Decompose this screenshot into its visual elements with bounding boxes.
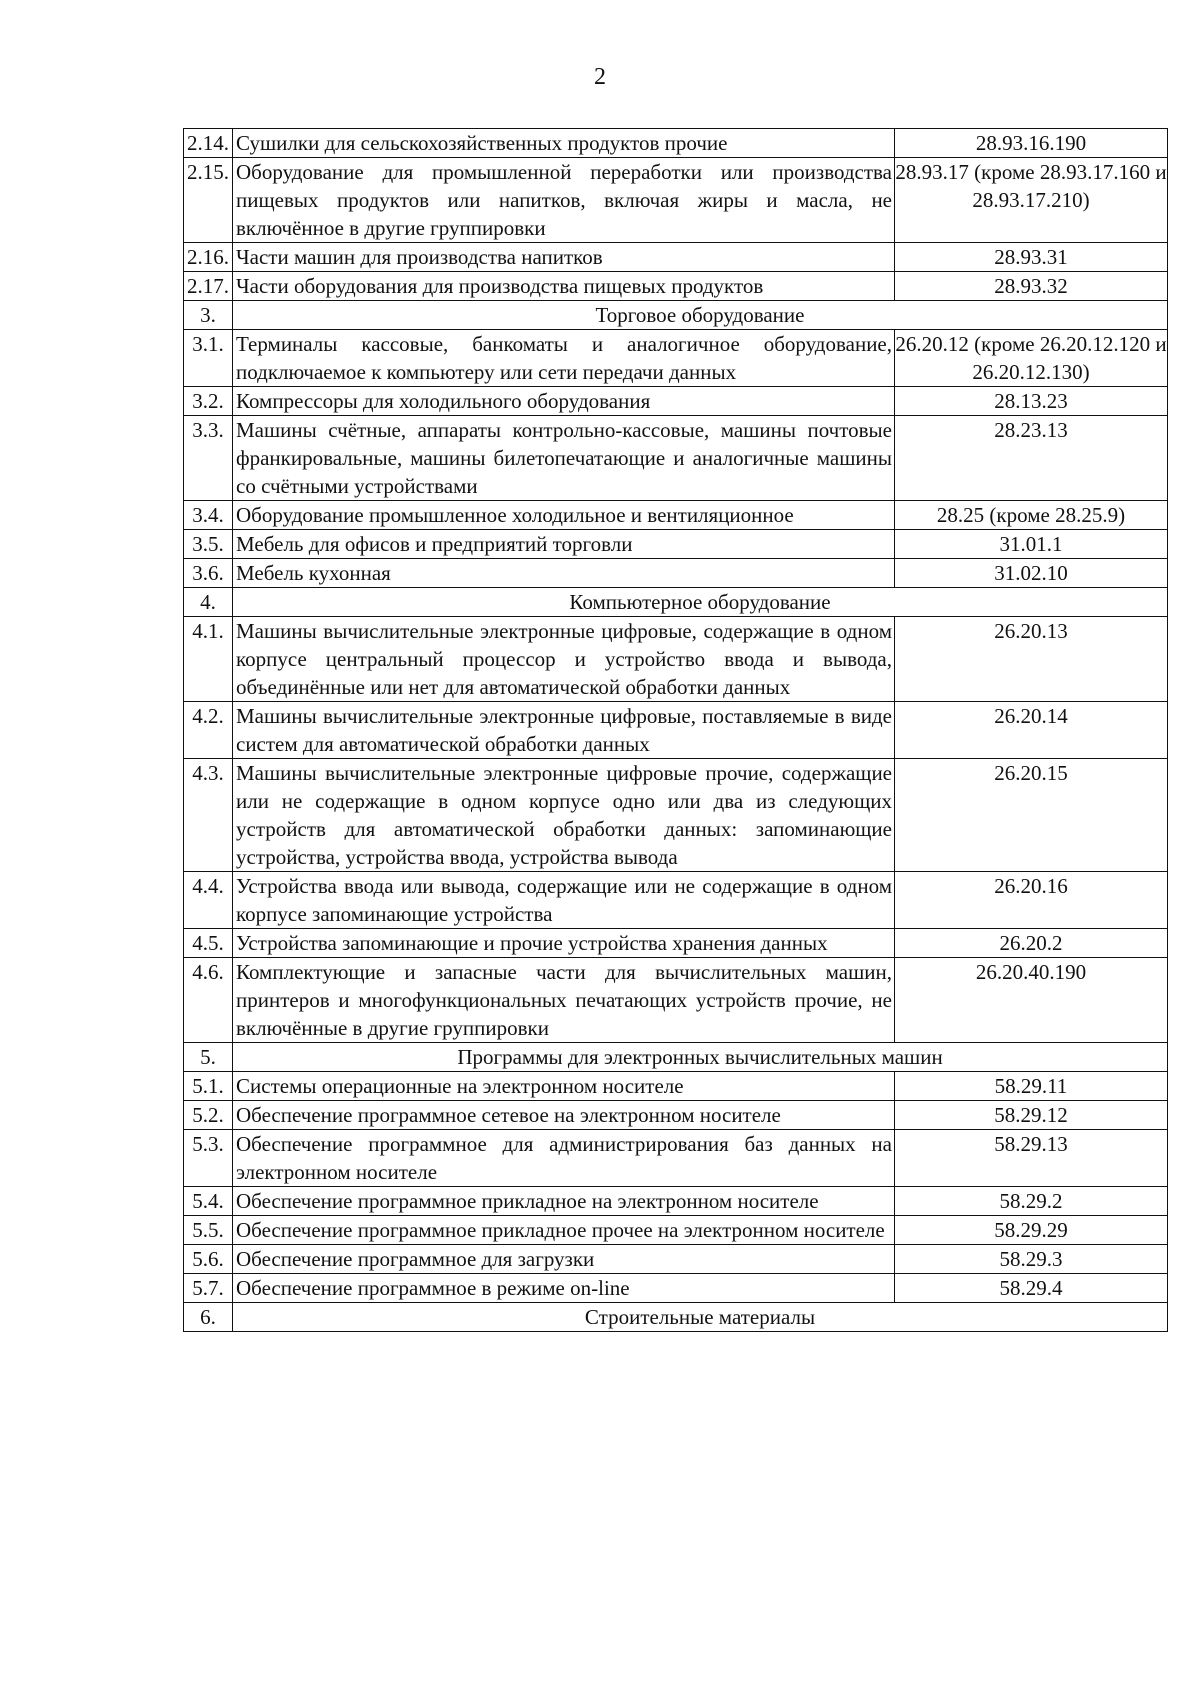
item-name: Обеспечение программное для администрирования баз данных на электронном носителе (233, 1130, 895, 1187)
item-name: Машины вычислительные электронные цифровые прочие, содержащие или не содержащие в одном корпусе одно или два из следующих устройств для автоматической обработки данных: запоминающие устройства, устройства ввода, устройства вывода (233, 759, 895, 872)
item-name: Оборудование для промышленной переработки или производства пищевых продуктов или напитков, включая жиры и масла, не включённое в другие группировки (233, 158, 895, 243)
row-number: 3.3. (184, 416, 233, 501)
item-name: Мебель для офисов и предприятий торговли (233, 530, 895, 559)
equipment-table (183, 128, 1168, 1332)
item-name: Компрессоры для холодильного оборудования (233, 387, 895, 416)
section-title: Торговое оборудование (233, 301, 1168, 330)
row-number: 4.6. (184, 958, 233, 1043)
table-row (184, 617, 1168, 702)
item-name: Сушилки для сельскохозяйственных продуктов прочие (233, 129, 895, 158)
section-row (184, 1043, 1168, 1072)
item-code: 58.29.12 (895, 1101, 1168, 1130)
item-name: Устройства ввода или вывода, содержащие или не содержащие в одном корпусе запоминающие устройства (233, 872, 895, 929)
table-row (184, 501, 1168, 530)
table-row (184, 243, 1168, 272)
section-row (184, 1303, 1168, 1332)
row-number: 2.16. (184, 243, 233, 272)
table-row (184, 330, 1168, 387)
row-number: 5.3. (184, 1130, 233, 1187)
row-number: 5.7. (184, 1274, 233, 1303)
item-code: 28.13.23 (895, 387, 1168, 416)
item-name: Машины вычислительные электронные цифровые, поставляемые в виде систем для автоматической обработки данных (233, 702, 895, 759)
table-row (184, 1187, 1168, 1216)
item-name: Мебель кухонная (233, 559, 895, 588)
row-number: 6. (184, 1303, 233, 1332)
row-number: 3.1. (184, 330, 233, 387)
table-row (184, 958, 1168, 1043)
section-title: Программы для электронных вычислительных машин (233, 1043, 1168, 1072)
item-name: Системы операционные на электронном носителе (233, 1072, 895, 1101)
row-number: 5.5. (184, 1216, 233, 1245)
table-row (184, 1216, 1168, 1245)
item-name: Части машин для производства напитков (233, 243, 895, 272)
table-row (184, 559, 1168, 588)
row-number: 2.15. (184, 158, 233, 243)
item-code: 58.29.29 (895, 1216, 1168, 1245)
row-number: 5.6. (184, 1245, 233, 1274)
table-row (184, 387, 1168, 416)
row-number: 3.5. (184, 530, 233, 559)
section-row (184, 301, 1168, 330)
table-row (184, 272, 1168, 301)
table-row (184, 929, 1168, 958)
item-code: 26.20.40.190 (895, 958, 1168, 1043)
item-code: 26.20.14 (895, 702, 1168, 759)
row-number: 3. (184, 301, 233, 330)
row-number: 2.14. (184, 129, 233, 158)
table-row (184, 872, 1168, 929)
table-row (184, 759, 1168, 872)
item-code: 26.20.15 (895, 759, 1168, 872)
table-row (184, 530, 1168, 559)
table-row (184, 1274, 1168, 1303)
item-name: Терминалы кассовые, банкоматы и аналогичное оборудование, подключаемое к компьютеру или сети передачи данных (233, 330, 895, 387)
row-number: 4.4. (184, 872, 233, 929)
table-row (184, 1101, 1168, 1130)
row-number: 2.17. (184, 272, 233, 301)
row-number: 5.1. (184, 1072, 233, 1101)
row-number: 3.2. (184, 387, 233, 416)
row-number: 5. (184, 1043, 233, 1072)
row-number: 4.3. (184, 759, 233, 872)
item-code: 28.25 (кроме 28.25.9) (895, 501, 1168, 530)
table-row (184, 158, 1168, 243)
table-row (184, 416, 1168, 501)
section-title: Строительные материалы (233, 1303, 1168, 1332)
table-row (184, 129, 1168, 158)
page-number: 2 (594, 64, 606, 90)
item-name: Обеспечение программное для загрузки (233, 1245, 895, 1274)
item-name: Устройства запоминающие и прочие устройства хранения данных (233, 929, 895, 958)
item-code: 28.93.17 (кроме 28.93.17.160 и 28.93.17.210) (895, 158, 1168, 243)
item-code: 58.29.11 (895, 1072, 1168, 1101)
row-number: 4. (184, 588, 233, 617)
section-title: Компьютерное оборудование (233, 588, 1168, 617)
item-code: 28.93.31 (895, 243, 1168, 272)
row-number: 3.4. (184, 501, 233, 530)
table-row (184, 1130, 1168, 1187)
item-name: Обеспечение программное сетевое на электронном носителе (233, 1101, 895, 1130)
item-code: 26.20.16 (895, 872, 1168, 929)
item-code: 26.20.13 (895, 617, 1168, 702)
item-code: 28.93.16.190 (895, 129, 1168, 158)
table-row (184, 1072, 1168, 1101)
item-name: Комплектующие и запасные части для вычислительных машин, принтеров и многофункциональных печатающих устройств прочие, не включённые в другие группировки (233, 958, 895, 1043)
item-name: Машины счётные, аппараты контрольно-кассовые, машины почтовые франкировальные, машины билетопечатающие и аналогичные машины со счётными устройствами (233, 416, 895, 501)
item-code: 26.20.2 (895, 929, 1168, 958)
item-name: Обеспечение программное в режиме on-line (233, 1274, 895, 1303)
item-name: Части оборудования для производства пищевых продуктов (233, 272, 895, 301)
row-number: 4.1. (184, 617, 233, 702)
item-code: 58.29.2 (895, 1187, 1168, 1216)
table-body (184, 129, 1168, 1332)
item-name: Обеспечение программное прикладное на электронном носителе (233, 1187, 895, 1216)
section-row (184, 588, 1168, 617)
item-name: Машины вычислительные электронные цифровые, содержащие в одном корпусе центральный процессор и устройство ввода и вывода, объединённые или нет для автоматической обработки данных (233, 617, 895, 702)
item-code: 31.01.1 (895, 530, 1168, 559)
item-code: 58.29.4 (895, 1274, 1168, 1303)
item-code: 28.93.32 (895, 272, 1168, 301)
item-code: 58.29.3 (895, 1245, 1168, 1274)
item-code: 58.29.13 (895, 1130, 1168, 1187)
row-number: 4.5. (184, 929, 233, 958)
item-code: 31.02.10 (895, 559, 1168, 588)
row-number: 4.2. (184, 702, 233, 759)
row-number: 5.4. (184, 1187, 233, 1216)
item-name: Обеспечение программное прикладное прочее на электронном носителе (233, 1216, 895, 1245)
table-row (184, 1245, 1168, 1274)
item-name: Оборудование промышленное холодильное и вентиляционное (233, 501, 895, 530)
row-number: 3.6. (184, 559, 233, 588)
row-number: 5.2. (184, 1101, 233, 1130)
item-code: 28.23.13 (895, 416, 1168, 501)
table-row (184, 702, 1168, 759)
item-code: 26.20.12 (кроме 26.20.12.120 и 26.20.12.130) (895, 330, 1168, 387)
